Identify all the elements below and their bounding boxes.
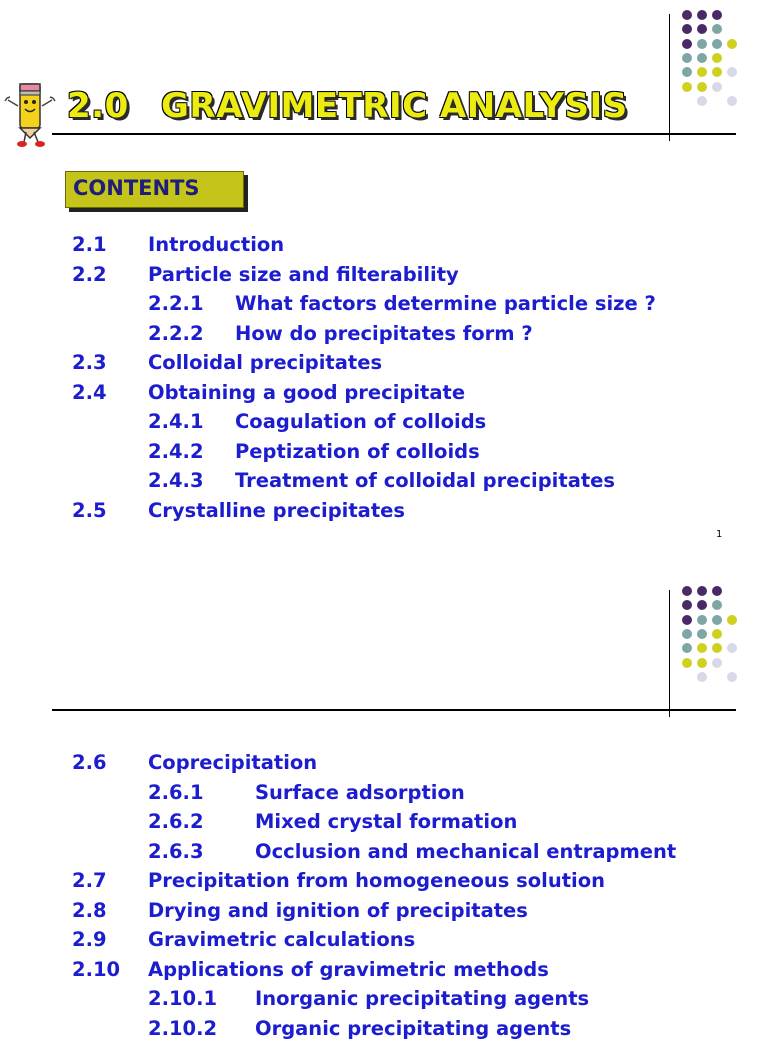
dot [697, 10, 707, 20]
dot [697, 586, 707, 596]
toc-item-number: 2.7 [72, 869, 107, 892]
dot [712, 629, 722, 639]
dot [727, 39, 737, 49]
toc-item-label: Obtaining a good precipitate [148, 380, 466, 404]
toc-item-number: 2.2 [72, 262, 107, 286]
page-number: 1 [716, 529, 723, 540]
toc-item-number: 2.3 [72, 351, 107, 374]
toc-item-label: Drying and ignition of precipitates [148, 898, 528, 922]
dot [682, 39, 692, 49]
dot [697, 615, 707, 625]
dot [682, 82, 692, 92]
pencil-mascot-icon [4, 76, 56, 148]
dot [682, 10, 692, 20]
dot [712, 643, 722, 653]
toc-item-label: What factors determine particle size ? [235, 292, 656, 315]
dot [712, 82, 722, 92]
toc-item-number: 2.2.2 [148, 321, 204, 345]
dot [727, 615, 737, 625]
toc-item-label: How do precipitates form ? [235, 321, 533, 345]
vertical-divider [669, 14, 670, 141]
toc-item-label: Inorganic precipitating agents [255, 987, 590, 1010]
toc-item-label: Precipitation from homogeneous solution [148, 869, 605, 892]
toc-item-number: 2.10 [72, 957, 121, 981]
dot [697, 672, 707, 682]
contents-heading-box [65, 171, 244, 208]
toc-item-label: Gravimetric calculations [148, 928, 416, 951]
dot [697, 629, 707, 639]
dot [682, 586, 692, 596]
toc-item-label: Organic precipitating agents [255, 1016, 572, 1040]
toc-item-label: Introduction [148, 233, 285, 256]
dot [712, 600, 722, 610]
dot [682, 629, 692, 639]
vertical-divider [669, 590, 670, 717]
toc-item-label: Treatment of colloidal precipitates [235, 469, 616, 492]
dot [727, 672, 737, 682]
toc-item-number: 2.1 [72, 233, 107, 256]
dot [697, 658, 707, 668]
toc-item-label: Coagulation of colloids [235, 410, 487, 433]
toc-item-number: 2.2.1 [148, 292, 204, 315]
toc-item-number: 2.10.1 [148, 987, 218, 1010]
toc-item-number: 2.5 [72, 498, 107, 522]
contents-label: CONTENTS [73, 176, 200, 200]
dot [727, 96, 737, 106]
toc-item-label: Colloidal precipitates [148, 351, 383, 374]
dot [727, 643, 737, 653]
dot [682, 24, 692, 34]
toc-item-number: 2.6.3 [148, 839, 204, 863]
toc-item-label: Surface adsorption [255, 780, 465, 804]
dot [697, 643, 707, 653]
toc-item-number: 2.4 [72, 380, 107, 404]
toc-item-number: 2.8 [72, 898, 107, 922]
dot [712, 24, 722, 34]
dot [697, 39, 707, 49]
dot [697, 24, 707, 34]
dot [727, 67, 737, 77]
dot [697, 53, 707, 63]
slide-2 [0, 576, 768, 1040]
dot [712, 586, 722, 596]
toc-item-label: Mixed crystal formation [255, 810, 518, 833]
toc-item-number: 2.6.2 [148, 810, 204, 833]
toc-item-label: Applications of gravimetric methods [148, 957, 549, 981]
toc-item-number: 2.4.2 [148, 439, 204, 463]
dot [682, 600, 692, 610]
dot [712, 10, 722, 20]
dot [712, 53, 722, 63]
toc-item-label: Occlusion and mechanical entrapment [255, 839, 677, 863]
dot [682, 643, 692, 653]
dot [712, 67, 722, 77]
dot [682, 615, 692, 625]
toc-item-number: 2.4.1 [148, 410, 204, 433]
title-underline [52, 133, 736, 135]
dot [682, 658, 692, 668]
toc-item-label: Coprecipitation [148, 751, 318, 774]
toc-item-label: Crystalline precipitates [148, 498, 405, 522]
dot-grid-icon [682, 586, 756, 701]
title-text: GRAVIMETRIC ANALYSIS [161, 86, 628, 126]
dot [697, 96, 707, 106]
toc-item-label: Peptization of colloids [235, 439, 480, 463]
dot [697, 67, 707, 77]
toc-item-number: 2.6 [72, 751, 107, 774]
dot [682, 53, 692, 63]
title-number: 2.0 [67, 86, 129, 126]
dot [712, 615, 722, 625]
dot [712, 658, 722, 668]
dot [712, 39, 722, 49]
toc-item-number: 2.4.3 [148, 469, 204, 492]
toc-item-number: 2.9 [72, 928, 107, 951]
dot-grid-icon [682, 10, 756, 125]
title-underline [52, 709, 736, 711]
toc-item-number: 2.6.1 [148, 780, 204, 804]
toc-item-label: Particle size and filterability [148, 262, 459, 286]
dot [697, 82, 707, 92]
page-title [67, 86, 628, 126]
dot [697, 600, 707, 610]
toc-item-number: 2.10.2 [148, 1016, 218, 1040]
dot [682, 67, 692, 77]
